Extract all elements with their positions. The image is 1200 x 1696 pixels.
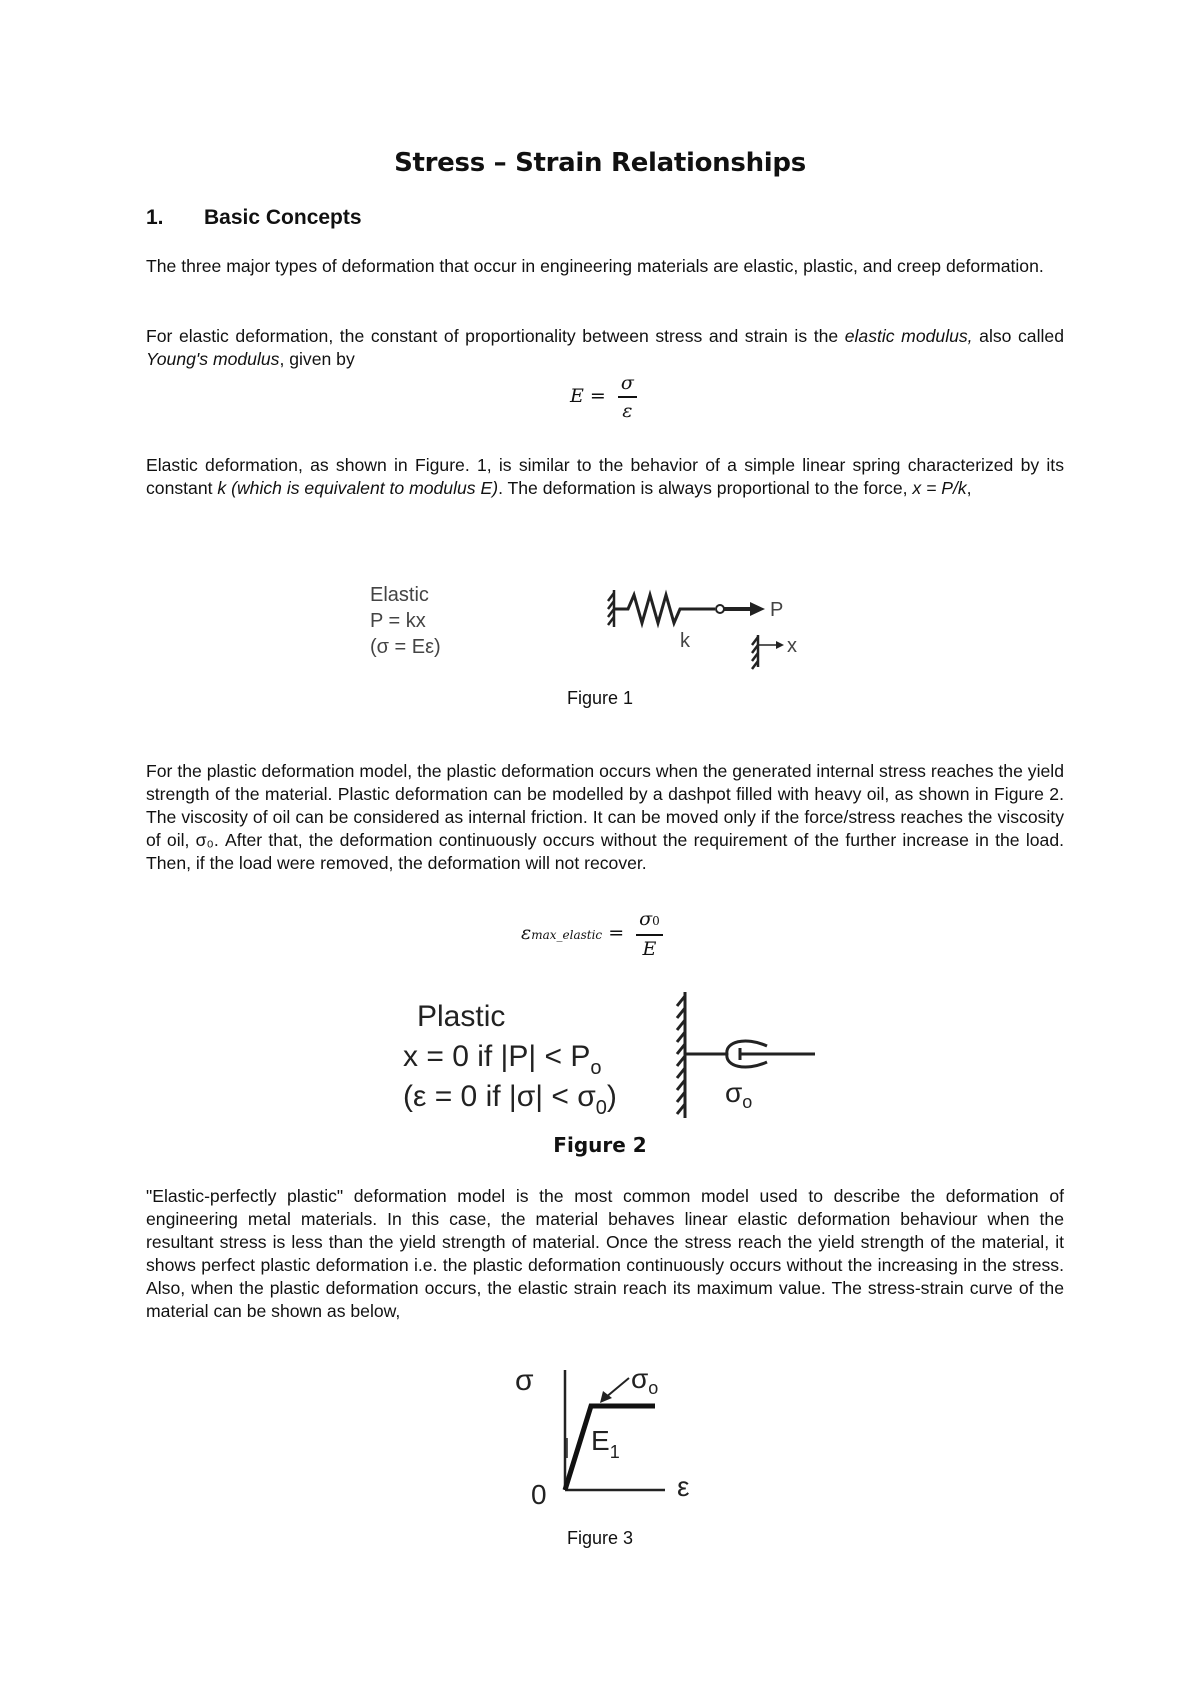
fig3-yield-label: $\sigma_o$ <box>631 1363 659 1398</box>
eq1-denominator: ε <box>622 400 633 422</box>
eq1-numerator: σ <box>618 370 637 398</box>
dashpot-icon <box>685 1041 815 1067</box>
eq2-denominator: E <box>642 938 657 960</box>
paragraph-elastic-modulus: For elastic deformation, the constant of proportionality between stress and strain is the elastic modulus, also called Young's modulus, given by <box>146 326 1064 369</box>
fixed-wall-icon <box>608 590 614 627</box>
figure-1-caption: Figure 1 <box>566 688 634 708</box>
paragraph-spring-analogy: Elastic deformation, as shown in Figure. 1, is similar to the behavior of a simple linear spring characterized by its constant k (which is equivalent to modulus E). The deformation is always proportional to the force, x = P/k, <box>146 455 1064 498</box>
fig2-dashpot-label: $\sigma_o$ <box>725 1077 753 1112</box>
fig3-x-axis-label: ε <box>677 1471 690 1502</box>
fig1-label-elastic: Elastic <box>370 584 429 606</box>
figure-3-caption: Figure 3 <box>566 1528 634 1548</box>
equation-max-elastic-strain: εmax_elastic = $\frac{\sigma 0}{E}$ <box>521 906 663 962</box>
page-title: Stress – Strain Relationships <box>394 148 806 178</box>
term-elastic-modulus: elastic modulus, <box>844 326 973 346</box>
section-title: Basic Concepts <box>204 206 362 229</box>
fig1-displacement-label: x <box>787 635 797 657</box>
fig1-label-stress-equation: (σ = Eε) <box>370 636 441 658</box>
spring-icon <box>614 595 715 623</box>
fig2-label-condition: x = 0 if $|P| < P_o$ <box>403 1040 602 1079</box>
paragraph-plastic-model: For the plastic deformation model, the plastic deformation occurs when the generated internal stress reaches the yield strength of the material. Plastic deformation can be modelled by a dashpot filled with heavy oil, as shown in Figure 2. The viscosity of oil can be considered as internal friction. It can be moved only if the force/stress reaches the viscosity of oil, σ₀. After that, the deformation continuously occurs without the requirement of the further increase in the load. Then, if the load were removed, the deformation will not recover. <box>146 761 1064 873</box>
fixed-wall-icon <box>677 992 685 1118</box>
figure-2-caption: Figure 2 <box>553 1133 647 1157</box>
load-point-icon <box>716 605 724 613</box>
figure-2-dashpot-diagram <box>395 990 835 1120</box>
fig3-origin-label: 0 <box>531 1479 547 1508</box>
displacement-reference-icon <box>752 635 778 669</box>
fig3-modulus-label: $E_1$ <box>591 1425 620 1462</box>
fig2-label-plastic: Plastic <box>417 1000 506 1033</box>
paragraph-deformation-types: The three major types of deformation that occur in engineering materials are elastic, plastic, and creep deformation. <box>146 256 1044 276</box>
fig3-y-axis-label: σ <box>515 1364 534 1397</box>
eq2-numerator: σ0 <box>636 906 663 936</box>
section-number: 1. <box>146 206 164 229</box>
figure-1-spring-diagram <box>360 575 880 675</box>
paragraph-elastic-perfectly-plastic: "Elastic-perfectly plastic" deformation model is the most common model used to describe the deformation of engineering metal materials. In this case, the material behaves linear elastic deformation behaviour when the resultant stress is less than the yield strength of material. Once the stress reach the yield strength of the material, it shows perfect plastic deformation i.e. the plastic deformation continuously occurs without the increasing in the stress. Also, when the plastic deformation occurs, the elastic strain reach its maximum value. The stress-strain curve of the material can be shown as below, <box>146 1186 1064 1321</box>
fig3-yield-arrow <box>605 1378 629 1398</box>
equation-youngs-modulus: E = $\frac{\sigma}{\varepsilon}$ <box>570 370 637 424</box>
fig2-label-stress-condition: (ε = 0 if $|\sigma| < \sigma_0$) <box>403 1080 617 1119</box>
fig1-label-equation: P = kx <box>370 610 426 632</box>
term-youngs-modulus: Young's modulus <box>146 349 280 369</box>
section-heading <box>146 206 362 230</box>
fig1-spring-label: k <box>680 630 690 652</box>
fig1-force-label: P <box>770 599 784 621</box>
figure-3-stress-strain-curve <box>505 1358 715 1508</box>
